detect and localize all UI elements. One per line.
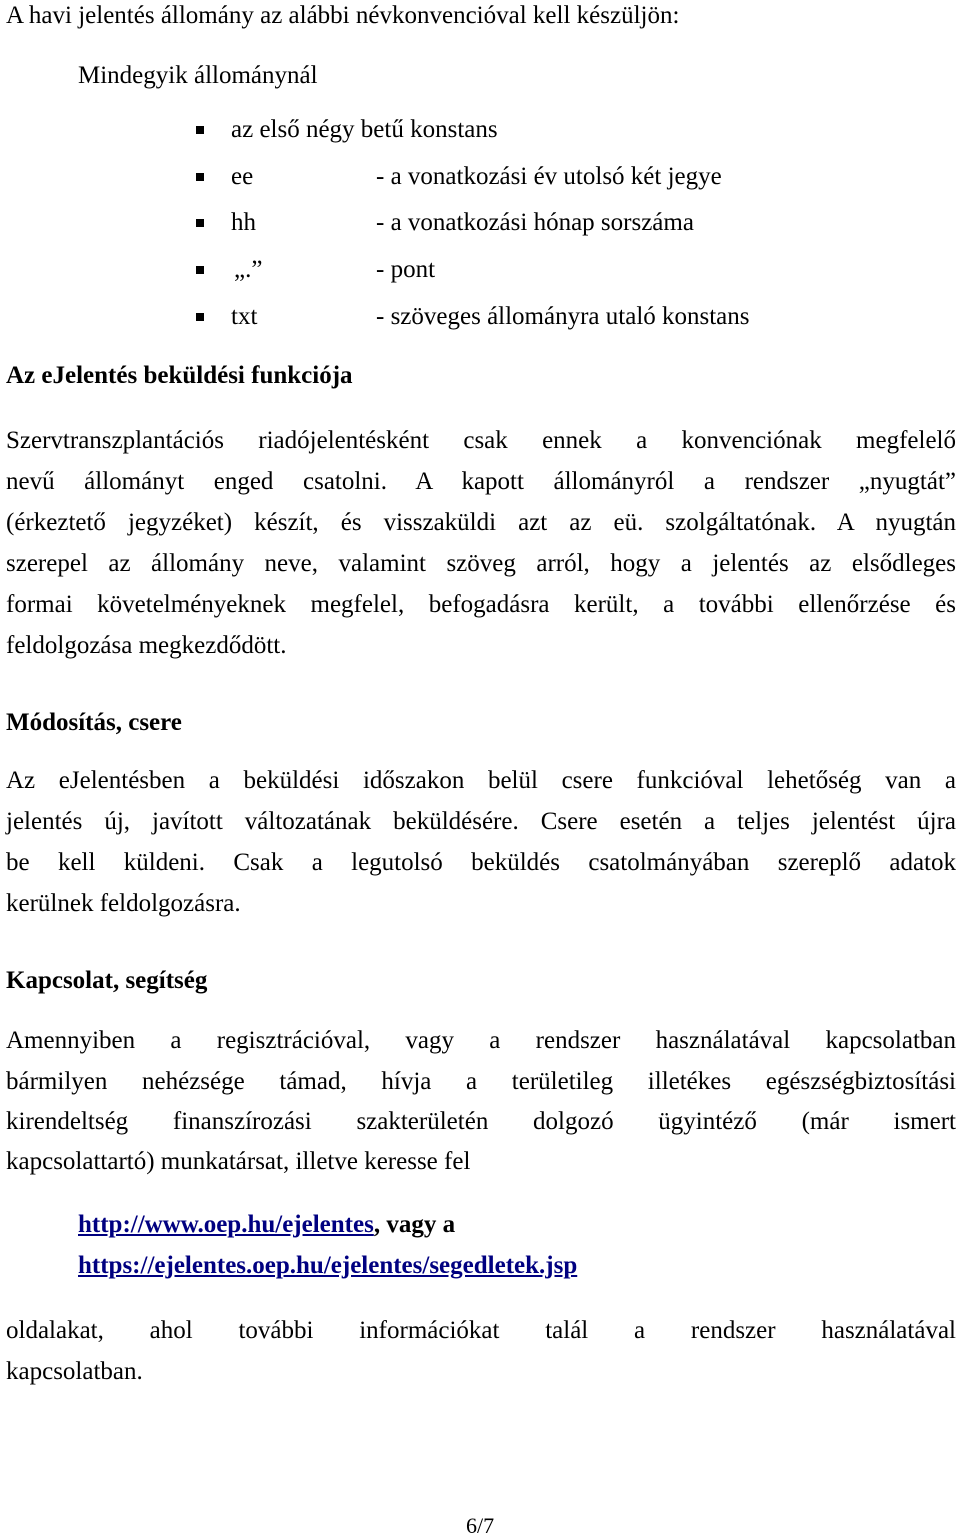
paragraph-line: kerülnek feldolgozásra.: [6, 890, 241, 917]
square-bullet-icon: [196, 266, 204, 274]
section-heading-modification: Módosítás, csere: [6, 709, 182, 736]
section-heading-contact: Kapcsolat, segítség: [6, 967, 208, 994]
square-bullet-icon: [196, 126, 204, 134]
paragraph-line: (érkeztető jegyzéket) készít, és visszaküldi azt az eü. szolgáltatónak. A nyugtán: [6, 509, 956, 536]
paragraph-line: nevű állományt enged csatolni. A kapott állományról a rendszer „nyugtát”: [6, 468, 956, 495]
list-item-desc: - pont: [376, 256, 436, 283]
paragraph-line: kapcsolatban.: [6, 1358, 143, 1385]
paragraph-line: jelentés új, javított változatának beküldésére. Csere esetén a teljes jelentést újra: [6, 808, 956, 835]
link-separator: , vagy a: [373, 1211, 456, 1238]
square-bullet-icon: [196, 313, 204, 321]
intro-text: A havi jelentés állomány az alábbi névkonvencióval kell készüljön:: [6, 2, 680, 29]
link-line-2: [78, 1252, 577, 1280]
list-item-desc: - a vonatkozási hónap sorszáma: [376, 209, 694, 236]
list-item-term: hh: [231, 209, 256, 236]
paragraph-line: Amennyiben a regisztrációval, vagy a rendszer használatával kapcsolatban: [6, 1027, 956, 1054]
list-item-term: az első négy betű konstans: [231, 116, 498, 143]
link-line-1: [78, 1211, 455, 1239]
paragraph-line: kirendeltség finanszírozási szakterületén dolgozó ügyintéző (már ismert: [6, 1108, 956, 1135]
list-item-desc: - szöveges állományra utaló konstans: [376, 303, 750, 330]
every-file-label: Mindegyik állománynál: [78, 62, 318, 89]
list-item-term: txt: [231, 303, 258, 330]
paragraph-line: szerepel az állomány neve, valamint szöveg arról, hogy a jelentés az elsődleges: [6, 550, 956, 577]
square-bullet-icon: [196, 173, 204, 181]
square-bullet-icon: [196, 219, 204, 227]
segedletek-link[interactable]: https://ejelentes.oep.hu/ejelentes/segedletek.jsp: [78, 1252, 578, 1279]
list-item-desc: - a vonatkozási év utolsó két jegye: [376, 163, 722, 190]
paragraph-line: be kell küldeni. Csak a legutolsó beküldés csatolmányában szereplő adatok: [6, 849, 956, 876]
oep-ejelentes-link[interactable]: http://www.oep.hu/ejelentes: [78, 1211, 374, 1238]
paragraph-line: formai követelményeknek megfelel, befogadásra került, a további ellenőrzése és: [6, 591, 956, 618]
paragraph-line: oldalakat, ahol további információkat talál a rendszer használatával: [6, 1317, 956, 1344]
list-item-term: ee: [231, 163, 254, 190]
section-heading-submission: Az eJelentés beküldési funkciója: [6, 362, 353, 389]
list-item-term: „.”: [234, 256, 263, 283]
paragraph-line: feldolgozása megkezdődött.: [6, 632, 287, 659]
paragraph-line: Az eJelentésben a beküldési időszakon belül csere funkcióval lehetőség van a: [6, 767, 956, 794]
page-number: 6/7: [466, 1513, 495, 1538]
paragraph-line: bármilyen nehézsége támad, hívja a területileg illetékes egészségbiztosítási: [6, 1068, 956, 1095]
paragraph-line: kapcsolattartó) munkatársat, illetve keresse fel: [6, 1148, 471, 1175]
paragraph-line: Szervtranszplantációs riadójelentésként csak ennek a konvenciónak megfelelő: [6, 427, 956, 454]
